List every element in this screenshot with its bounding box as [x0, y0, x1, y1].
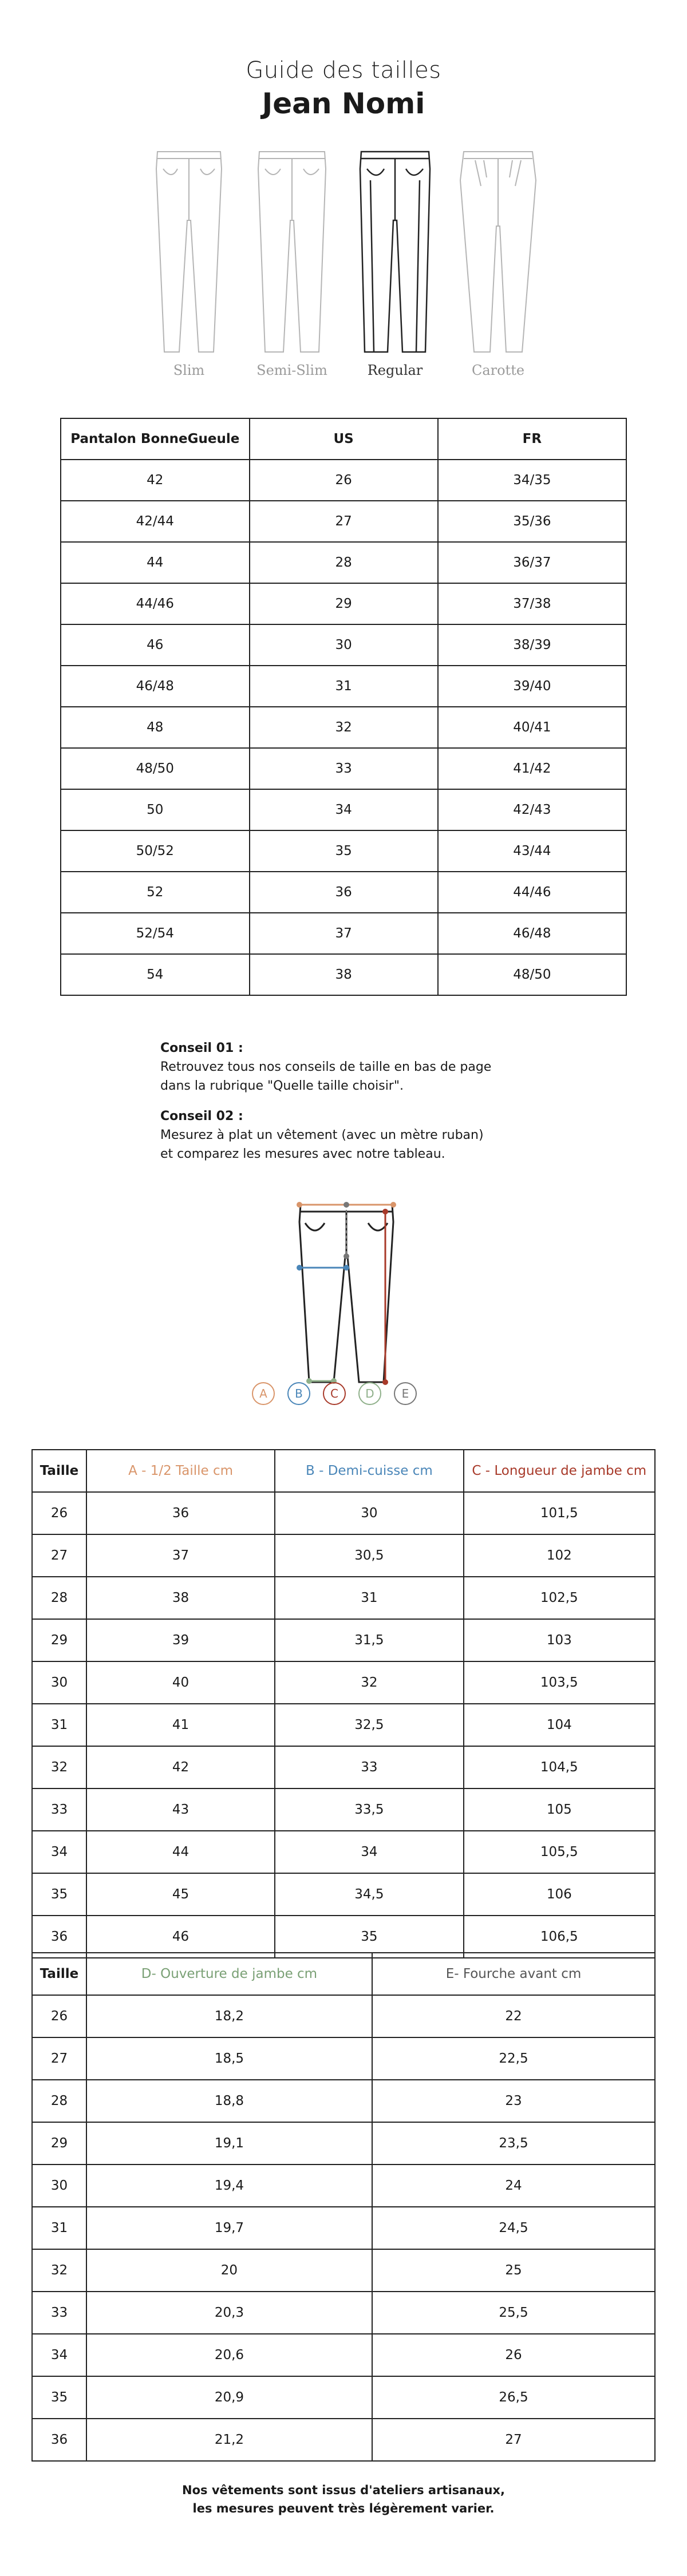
- table-cell: 26: [32, 1995, 86, 2037]
- semi-slim-jeans-icon: [255, 146, 329, 358]
- table-cell: 103,5: [464, 1661, 655, 1704]
- table-cell: 38/39: [438, 624, 626, 666]
- table-cell: 40: [86, 1661, 275, 1704]
- table-cell: 29: [32, 2122, 86, 2165]
- table-row: [32, 2037, 655, 2080]
- table-cell: 46: [61, 624, 250, 666]
- table-cell: 45: [86, 1873, 275, 1916]
- table-row: [32, 2249, 655, 2292]
- table-cell: 30,5: [275, 1534, 463, 1577]
- table-row: [61, 624, 626, 666]
- table-cell: 52: [61, 872, 250, 913]
- table-cell: 105,5: [464, 1831, 655, 1873]
- table-cell: 42/43: [438, 789, 626, 830]
- table-cell: 32,5: [275, 1704, 463, 1746]
- table-cell: 37/38: [438, 583, 626, 624]
- table-row: [61, 913, 626, 954]
- page-title: Jean Nomi: [262, 87, 425, 120]
- fit-gallery: [140, 146, 547, 378]
- table-cell: 43/44: [438, 830, 626, 872]
- table-cell: 50/52: [61, 830, 250, 872]
- table-cell: 19,7: [86, 2207, 372, 2249]
- table-cell: 34: [275, 1831, 463, 1873]
- table-cell: 44: [86, 1831, 275, 1873]
- column-header: A - 1/2 Taille cm: [86, 1450, 275, 1492]
- table-cell: 102,5: [464, 1577, 655, 1619]
- table-cell: 39: [86, 1619, 275, 1661]
- column-header: US: [250, 418, 438, 460]
- table-row: [32, 1916, 655, 1958]
- table-cell: 48/50: [438, 954, 626, 995]
- table-cell: 30: [275, 1492, 463, 1534]
- table-cell: 35: [32, 1873, 86, 1916]
- table-cell: 43: [86, 1788, 275, 1831]
- table-cell: 36: [250, 872, 438, 913]
- table-cell: 33,5: [275, 1788, 463, 1831]
- measurement-legend: [252, 1382, 435, 1411]
- table-cell: 19,4: [86, 2165, 372, 2207]
- column-header: E- Fourche avant cm: [372, 1953, 655, 1995]
- table-cell: 20: [86, 2249, 372, 2292]
- column-header: B - Demi-cuisse cm: [275, 1450, 463, 1492]
- table-cell: 21,2: [86, 2419, 372, 2461]
- table-cell: 29: [32, 1619, 86, 1661]
- size-conversion-table: [60, 418, 627, 996]
- table-row: [32, 1577, 655, 1619]
- table-row: [32, 1619, 655, 1661]
- measurements-table-2: [31, 1952, 656, 2462]
- column-header: D- Ouverture de jambe cm: [86, 1953, 372, 1995]
- table-cell: 28: [250, 542, 438, 583]
- table-cell: 106,5: [464, 1916, 655, 1958]
- table-cell: 29: [250, 583, 438, 624]
- table-row: [32, 1492, 655, 1534]
- page-subtitle: Guide des tailles: [246, 57, 441, 84]
- footer-line-2: les mesures peuvent très légèrement varier.: [192, 2502, 495, 2515]
- table-cell: 36: [32, 2419, 86, 2461]
- table-row: [32, 1661, 655, 1704]
- table-cell: 44/46: [438, 872, 626, 913]
- table-cell: 26,5: [372, 2376, 655, 2419]
- table-cell: 26: [32, 1492, 86, 1534]
- table-cell: 31: [32, 1704, 86, 1746]
- fit-slim: [140, 146, 238, 378]
- slim-jeans-icon: [152, 146, 226, 358]
- footer-note: [0, 2481, 687, 2518]
- table-cell: 19,1: [86, 2122, 372, 2165]
- table-cell: 105: [464, 1788, 655, 1831]
- table-row: [61, 501, 626, 542]
- table-row: [61, 748, 626, 789]
- fit-label: Slim: [173, 362, 205, 378]
- table-cell: 33: [250, 748, 438, 789]
- table-cell: 27: [372, 2419, 655, 2461]
- footer-line-1: Nos vêtements sont issus d'ateliers artisanaux,: [182, 2483, 505, 2497]
- table-cell: 25,5: [372, 2292, 655, 2334]
- column-header: FR: [438, 418, 626, 460]
- table-row: [32, 2334, 655, 2376]
- table-cell: 22: [372, 1995, 655, 2037]
- table-row: [32, 1873, 655, 1916]
- table-cell: 31: [32, 2207, 86, 2249]
- fit-semi-slim: [243, 146, 341, 378]
- table-cell: 35: [32, 2376, 86, 2419]
- table-cell: 22,5: [372, 2037, 655, 2080]
- fit-label: Regular: [367, 362, 423, 378]
- table-cell: 33: [275, 1746, 463, 1788]
- column-header: Taille: [32, 1953, 86, 1995]
- table-cell: 36/37: [438, 542, 626, 583]
- legend-circle-b: B: [287, 1382, 310, 1405]
- table-cell: 36: [32, 1916, 86, 1958]
- table-cell: 102: [464, 1534, 655, 1577]
- table-cell: 30: [32, 2165, 86, 2207]
- table-cell: 34/35: [438, 460, 626, 501]
- table-row: [32, 2292, 655, 2334]
- table-row: [32, 2080, 655, 2122]
- table-row: [32, 2376, 655, 2419]
- table-cell: 31: [275, 1577, 463, 1619]
- table-cell: 33: [32, 2292, 86, 2334]
- table-cell: 42/44: [61, 501, 250, 542]
- table-cell: 34,5: [275, 1873, 463, 1916]
- table-header-row: [61, 418, 626, 460]
- table-row: [32, 1746, 655, 1788]
- table-cell: 37: [250, 913, 438, 954]
- column-header: Taille: [32, 1450, 86, 1492]
- table-cell: 104,5: [464, 1746, 655, 1788]
- table-cell: 34: [250, 789, 438, 830]
- table-cell: 101,5: [464, 1492, 655, 1534]
- table-cell: 31,5: [275, 1619, 463, 1661]
- table-cell: 26: [372, 2334, 655, 2376]
- table-cell: 41: [86, 1704, 275, 1746]
- table-cell: 28: [32, 2080, 86, 2122]
- table-row: [32, 1534, 655, 1577]
- table-cell: 30: [32, 1661, 86, 1704]
- table-cell: 34: [32, 2334, 86, 2376]
- advice-1: [160, 1039, 561, 1095]
- table-cell: 44/46: [61, 583, 250, 624]
- table-row: [32, 2165, 655, 2207]
- table-cell: 24,5: [372, 2207, 655, 2249]
- table-row: [61, 542, 626, 583]
- table-cell: 41/42: [438, 748, 626, 789]
- table-cell: 44: [61, 542, 250, 583]
- table-cell: 42: [86, 1746, 275, 1788]
- table-cell: 32: [250, 707, 438, 748]
- table-cell: 26: [250, 460, 438, 501]
- table-cell: 20,9: [86, 2376, 372, 2419]
- table-cell: 52/54: [61, 913, 250, 954]
- legend-circle-e: E: [394, 1382, 417, 1405]
- table-cell: 27: [32, 1534, 86, 1577]
- advice-1-line-1: Retrouvez tous nos conseils de taille en bas de page: [160, 1060, 492, 1074]
- table-cell: 32: [32, 1746, 86, 1788]
- table-cell: 24: [372, 2165, 655, 2207]
- table-cell: 20,6: [86, 2334, 372, 2376]
- table-row: [32, 1788, 655, 1831]
- advice-2: [160, 1107, 561, 1164]
- table-header-row: [32, 1450, 655, 1492]
- advice-1-title: Conseil 01 :: [160, 1041, 243, 1055]
- table-cell: 48/50: [61, 748, 250, 789]
- advice-1-line-2: dans la rubrique "Quelle taille choisir".: [160, 1079, 404, 1093]
- table-row: [61, 583, 626, 624]
- table-cell: 32: [275, 1661, 463, 1704]
- table-row: [61, 707, 626, 748]
- table-row: [61, 666, 626, 707]
- table-row: [32, 1995, 655, 2037]
- table-cell: 46: [86, 1916, 275, 1958]
- table-cell: 37: [86, 1534, 275, 1577]
- table-cell: 36: [86, 1492, 275, 1534]
- table-cell: 33: [32, 1788, 86, 1831]
- table-cell: 18,2: [86, 1995, 372, 2037]
- legend-circle-a: A: [252, 1382, 275, 1405]
- table-cell: 38: [86, 1577, 275, 1619]
- table-cell: 48: [61, 707, 250, 748]
- table-cell: 27: [32, 2037, 86, 2080]
- table-cell: 18,8: [86, 2080, 372, 2122]
- table-cell: 32: [32, 2249, 86, 2292]
- fit-carotte: [449, 146, 547, 378]
- table-cell: 31: [250, 666, 438, 707]
- table-row: [61, 830, 626, 872]
- table-cell: 40/41: [438, 707, 626, 748]
- advice-2-line-1: Mesurez à plat un vêtement (avec un mètre ruban): [160, 1128, 484, 1142]
- table-cell: 42: [61, 460, 250, 501]
- table-cell: 103: [464, 1619, 655, 1661]
- fit-regular: [346, 146, 444, 378]
- table-row: [61, 872, 626, 913]
- table-cell: 27: [250, 501, 438, 542]
- table-cell: 23: [372, 2080, 655, 2122]
- table-row: [61, 789, 626, 830]
- table-cell: 35: [250, 830, 438, 872]
- table-cell: 28: [32, 1577, 86, 1619]
- legend-circle-c: C: [323, 1382, 346, 1405]
- table-cell: 50: [61, 789, 250, 830]
- table-cell: 54: [61, 954, 250, 995]
- regular-jeans-icon: [358, 146, 432, 358]
- measurements-table-1: [31, 1449, 656, 1958]
- advice-2-title: Conseil 02 :: [160, 1109, 243, 1123]
- table-cell: 30: [250, 624, 438, 666]
- table-cell: 23,5: [372, 2122, 655, 2165]
- table-row: [32, 1831, 655, 1873]
- table-cell: 18,5: [86, 2037, 372, 2080]
- advice-2-line-2: et comparez les mesures avec notre tableau.: [160, 1147, 445, 1161]
- table-cell: 104: [464, 1704, 655, 1746]
- table-row: [61, 460, 626, 501]
- table-cell: 38: [250, 954, 438, 995]
- fit-label: Carotte: [471, 362, 525, 378]
- carotte-jeans-icon: [458, 146, 538, 358]
- table-cell: 46/48: [438, 913, 626, 954]
- table-cell: 20,3: [86, 2292, 372, 2334]
- column-header: C - Longueur de jambe cm: [464, 1450, 655, 1492]
- table-cell: 39/40: [438, 666, 626, 707]
- table-cell: 35: [275, 1916, 463, 1958]
- table-header-row: [32, 1953, 655, 1995]
- table-row: [32, 2419, 655, 2461]
- table-cell: 106: [464, 1873, 655, 1916]
- table-cell: 25: [372, 2249, 655, 2292]
- page-header: [0, 57, 687, 120]
- table-row: [32, 2207, 655, 2249]
- column-header: Pantalon BonneGueule: [61, 418, 250, 460]
- advice-block: [160, 1039, 561, 1175]
- table-cell: 34: [32, 1831, 86, 1873]
- table-cell: 35/36: [438, 501, 626, 542]
- table-cell: 46/48: [61, 666, 250, 707]
- fit-label: Semi-Slim: [256, 362, 327, 378]
- table-row: [61, 954, 626, 995]
- table-row: [32, 2122, 655, 2165]
- table-row: [32, 1704, 655, 1746]
- legend-circle-d: D: [358, 1382, 381, 1405]
